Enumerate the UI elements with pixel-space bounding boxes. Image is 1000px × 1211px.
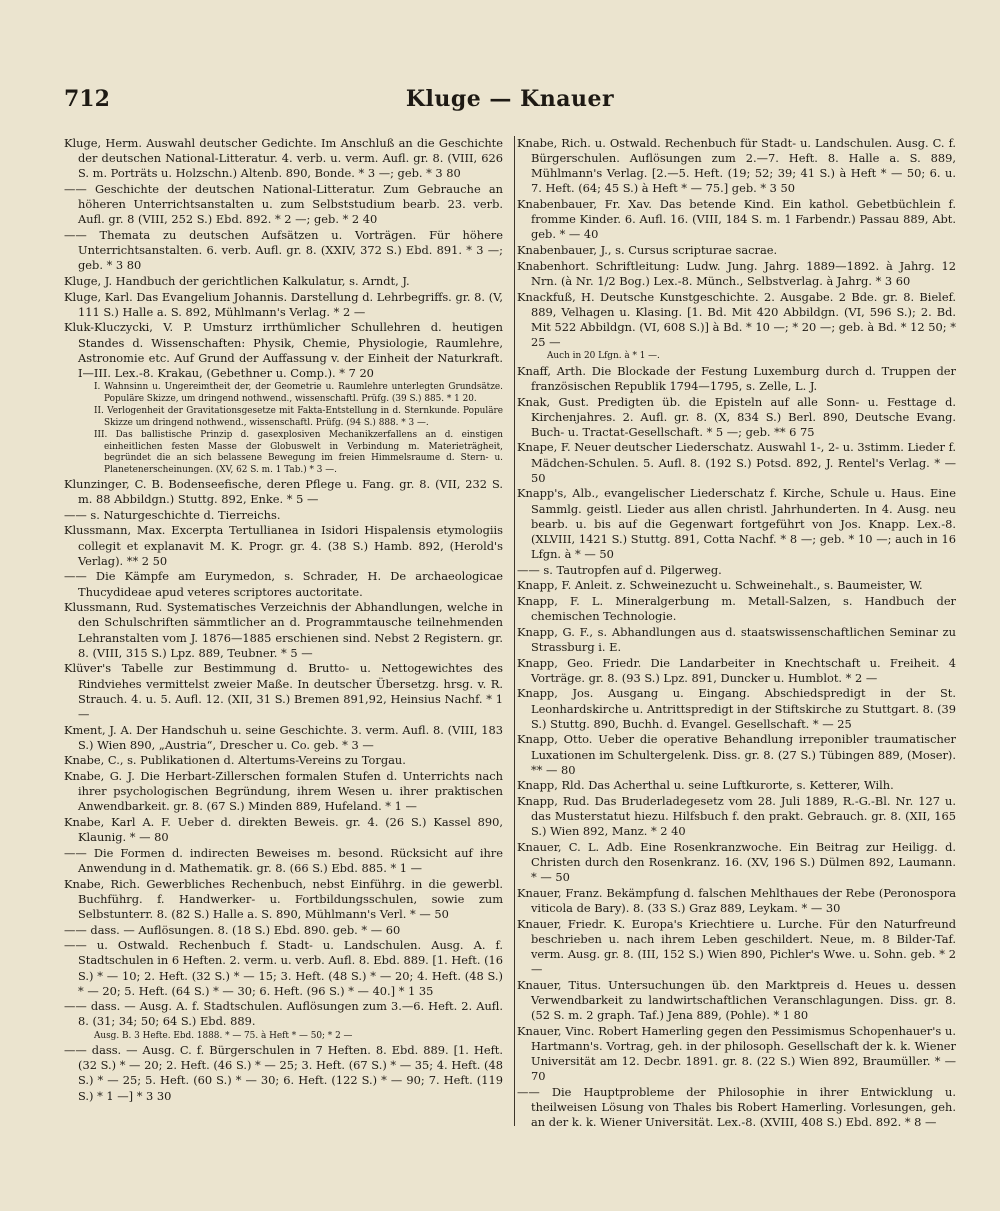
entry: Knapp, Otto. Ueber die operative Behandlung irreponibler traumatischer Luxationen im Schultergelenk. Diss. gr. 8. (27 S.) Tübingen 889, (Moser). ** — 80 <box>517 732 956 777</box>
entry: Knapp's, Alb., evangelischer Liederschatz f. Kirche, Schule u. Haus. Eine Sammlg. geistl. Lieder aus allen christl. Jahrhunderten. In 4. Ausg. neu bearb. u. bis auf die Gegenwart fortgeführt von Jos. Knapp. Lex.-8. (XLVIII, 1421 S.) Stuttg. 891, Cotta Nachf. * 8 —; geb. * 10 —; auch in 16 Lfgn. à * — 50 <box>517 486 956 562</box>
entry: —— Die Kämpfe am Eurymedon, s. Schrader, H. De archaeologicae Thucydideae apud veteres scriptores auctoritate. <box>64 569 503 599</box>
entry: Knabe, Rich. u. Ostwald. Rechenbuch für Stadt- u. Landschulen. Ausg. C. f. Bürgerschulen. Auflösungen zum 2.—7. Heft. 8. Halle a. S. 889, Mühlmann's Verlag. [2.—5. Heft. (19; 52; 39; 41 S.) à Heft * — 50; 6. u. 7. Heft. (64; 45 S.) à Heft * — 75.] geb. * 3 50 <box>517 136 956 196</box>
sub-entry: II. Verlogenheit der Gravitationsgesetze mit Fakta-Entstellung in d. Sternkunde. Populäre Skizze um dringend nothwend., wissenschaftl. Prüfg. (94 S.) 888. * 3 —. <box>94 406 503 428</box>
entry: Kluk-Kluczycki, V. P. Umsturz irrthümlicher Schullehren d. heutigen Standes d. Wissenschaften: Physik, Chemie, Physiologie, Raumlehre, Astronomie etc. Auf Grund der Auffassung v. der Einheit der Naturkraft. I—III. Lex.-8. Krakau, (Gebethner u. Comp.). * 7 20 <box>64 320 503 380</box>
entry: Knabenhort. Schriftleitung: Ludw. Jung. Jahrg. 1889—1892. à Jahrg. 12 Nrn. (à Nr. 1/2 Bog.) Lex.-8. Münch., Selbstverlag. à Jahrg. * 3 60 <box>517 258 956 288</box>
entry: Kluge, J. Handbuch der gerichtlichen Kalkulatur, s. Arndt, J. <box>64 273 410 288</box>
page-number: 712 <box>64 86 110 112</box>
entry: Klussmann, Rud. Systematisches Verzeichnis der Abhandlungen, welche in den Schulschriften sämmtlicher an d. Programmtausche teilnehmenden Lehranstalten vom J. 1876—1885 erschienen sind. Nebst 2 Registern. gr. 8. (VIII, 315 S.) Lpz. 889, Teubner. * 5 — <box>64 600 503 660</box>
entry: Knabe, Karl A. F. Ueber d. direkten Beweis. gr. 4. (26 S.) Kassel 890, Klaunig. * — 80 <box>64 814 503 845</box>
sub-entry: Ausg. B. 3 Hefte. Ebd. 1888. * — 75. à Heft * — 50; * 2 — <box>94 1030 353 1041</box>
entry: Knape, F. Neuer deutscher Liederschatz. Auswahl 1-, 2- u. 3stimm. Lieder f. Mädchen-Schulen. 5. Aufl. 8. (192 S.) Potsd. 892, J. Rentel's Verlag. * — 50 <box>517 440 956 485</box>
entry: —— Die Hauptprobleme der Philosophie in ihrer Entwicklung u. theilweisen Lösung von Thales bis Robert Hamerling. Vorlesungen, geh. an der k. k. Wiener Universität. Lex.-8. (XVIII, 408 S.) Ebd. 892. * 8 — <box>517 1085 956 1130</box>
entry: Knauer, Vinc. Robert Hamerling gegen den Pessimismus Schopenhauer's u. Hartmann's. Vortrag, geh. in der philosoph. Gesellschaft der k. k. Wiener Universität am 12. Decbr. 1891. gr. 8. (22 S.) Wien 892, Braumüller. * — 70 <box>517 1023 956 1084</box>
entry: —— dass. — Auflösungen. 8. (18 S.) Ebd. 890. geb. * — 60 <box>64 922 401 937</box>
entry: Knapp, Geo. Friedr. Die Landarbeiter in Knechtschaft u. Freiheit. 4 Vorträge. gr. 8. (93 S.) Lpz. 891, Duncker u. Humblot. * 2 — <box>517 655 956 685</box>
sub-entry: III. Das ballistische Prinzip d. gasexplosiven Mechanikzerfallens an d. einstigen einheitlichen festen Masse der Globuswelt in Verbindung m. Materieträgheit, begründet die an sich belassene Bewegung im freien Himmelsraume d. Stern- u. Planetenerscheinungen. (XV, 62 S. m. 1 Tab.) * 3 —. <box>94 430 503 475</box>
entry: Knauer, Friedr. K. Europa's Kriechtiere u. Lurche. Für den Naturfreund beschrieben u. nach ihrem Leben geschildert. Neue, m. 8 Bilder-Taf. verm. Ausg. gr. 8. (III, 152 S.) Wien 890, Pichler's Wwe. u. Sohn. geb. * 2 — <box>517 916 956 977</box>
entry: Knapp, F. L. Mineralgerbung m. Metall-Salzen, s. Handbuch der chemischen Technologie. <box>517 594 956 624</box>
entry: Kment, J. A. Der Handschuh u. seine Geschichte. 3. verm. Aufl. 8. (VIII, 183 S.) Wien 890, „Austria“, Drescher u. Co. geb. * 3 — <box>64 722 503 752</box>
entry: Knabenbauer, Fr. Xav. Das betende Kind. Ein kathol. Gebetbüchlein f. fromme Kinder. 6. Aufl. 16. (VIII, 184 S. m. 1 Farbendr.) Passau 889, Abt. geb. * — 40 <box>517 197 956 242</box>
entry: Knak, Gust. Predigten üb. die Episteln auf alle Sonn- u. Festtage d. Kirchenjahres. 2. Aufl. gr. 8. (X, 834 S.) Berl. 890, Deutsche Evang. Buch- u. Tractat-Gesellschaft. * 5 —; geb. ** 6 75 <box>517 394 956 439</box>
entry: Klussmann, Max. Excerpta Tertullianea in Isidori Hispalensis etymologiis collegit et explanavit M. K. Progr. gr. 4. (38 S.) Hamb. 892, (Herold's Verlag). ** 2 50 <box>64 523 503 568</box>
entry: —— s. Tautropfen auf d. Pilgerweg. <box>517 562 722 577</box>
entry: —— Themata zu deutschen Aufsätzen u. Vorträgen. Für höhere Unterrichtsanstalten. 6. verb. Aufl. gr. 8. (XXIV, 372 S.) Ebd. 891. * 3 —; geb. * 3 80 <box>64 227 503 273</box>
entry: —— dass. — Ausg. C. f. Bürgerschulen in 7 Heften. 8. Ebd. 889. [1. Heft. (32 S.) * — 20; 2. Heft. (46 S.) * — 25; 3. Heft. (67 S.) * — 35; 4. Heft. (48 S.) * — 25; 5. Heft. (60 S.) * — 30; 6. Heft. (122 S.) * — 90; 7. Heft. (119 S.) * 1 —] * 3 30 <box>64 1043 503 1103</box>
right-column <box>517 136 956 1131</box>
entry: —— u. Ostwald. Rechenbuch f. Stadt- u. Landschulen. Ausg. A. f. Stadtschulen in 6 Heften. 2. verm. u. verb. Aufl. 8. Ebd. 889. [1. Heft. (16 S.) * — 10; 2. Heft. (32 S.) * — 15; 3. Heft. (48 S.) * — 20; 4. Heft. (48 S.) * — 20; 5. Heft. (64 S.) * — 30; 6. Heft. (96 S.) * — 40.] * 1 35 <box>64 938 504 998</box>
entry: Knapp, Jos. Ausgang u. Eingang. Abschiedspredigt in der St. Leonhardskirche u. Antrittspredigt in der Stiftskirche zu Stuttgart. 8. (39 S.) Stuttg. 890, Buchh. d. Evangel. Gesellschaft. * — 25 <box>517 686 957 731</box>
entry: Knabe, Rich. Gewerbliches Rechenbuch, nebst Einführg. in die gewerbl. Buchführg. f. Handwerker- u. Fortbildungsschulen, sowie zum Selbstunterr. 8. (82 S.) Halle a. S. 890, Mühlmann's Verl. * — 50 <box>64 876 503 921</box>
entry: Knabenbauer, J., s. Cursus scripturae sacrae. <box>517 243 778 258</box>
entry: Knapp, Rud. Das Bruderladegesetz vom 28. Juli 1889, R.-G.-Bl. Nr. 127 u. das Musterstatut hiezu. Hilfsbuch f. den prakt. Gebrauch. gr. 8. (XII, 165 S.) Wien 892, Manz. * 2 40 <box>517 794 956 839</box>
entry: Knackfuß, H. Deutsche Kunstgeschichte. 2. Ausgabe. 2 Bde. gr. 8. Bielef. 889, Velhagen u. Klasing. [1. Bd. Mit 420 Abbildgn. (VI, 596 S.); 2. Bd. Mit 522 Abbildgn. (VI, 608 S.)] à Bd. * 10 —; * 20 —; geb. à Bd. * 12 50; * 25 — <box>517 289 956 350</box>
entry: Knauer, Titus. Untersuchungen üb. den Marktpreis d. Heues u. dessen Verwendbarkeit zu landwirtschaftlichen Veranschlagungen. Diss. gr. 8. (52 S. m. 2 graph. Taf.) Jena 889, (Pohle). * 1 80 <box>517 977 956 1023</box>
page-header <box>64 86 956 122</box>
entry: Knabe, C., s. Publikationen d. Altertums-Vereins zu Torgau. <box>64 753 406 768</box>
entry: —— Geschichte der deutschen National-Litteratur. Zum Gebrauche an höheren Unterrichtsanstalten u. zum Selbststudium bearb. 23. verb. Aufl. gr. 8 (VIII, 252 S.) Ebd. 892. * 2 —; geb. * 2 40 <box>64 181 503 227</box>
entry: Kluge, Karl. Das Evangelium Johannis. Darstellung d. Lehrbegriffs. gr. 8. (V, 111 S.) Halle a. S. 892, Mühlmann's Verlag. * 2 — <box>64 289 503 319</box>
entry: Knapp, F. Anleit. z. Schweinezucht u. Schweinehalt., s. Baumeister, W. <box>517 578 923 593</box>
entry: Klunzinger, C. B. Bodenseefische, deren Pflege u. Fang. gr. 8. (VII, 232 S. m. 88 Abbildgn.) Stuttg. 892, Enke. * 5 — <box>64 477 503 507</box>
entry: —— Die Formen d. indirecten Beweises m. besond. Rücksicht auf ihre Anwendung in d. Mathematik. gr. 8. (66 S.) Ebd. 885. * 1 — <box>64 845 503 875</box>
entry: Knapp, Rld. Das Acherthal u. seine Luftkurorte, s. Ketterer, Wilh. <box>517 778 894 793</box>
entry: Knauer, Franz. Bekämpfung d. falschen Mehlthaues der Rebe (Peronospora viticola de Bary). 8. (33 S.) Graz 889, Leykam. * — 30 <box>517 886 956 916</box>
entry: Knauer, C. L. Adb. Eine Rosenkranzwoche. Ein Beitrag zur Heiligg. d. Christen durch den Rosenkranz. 16. (XV, 196 S.) Dülmen 892, Laumann. * — 50 <box>517 840 956 885</box>
two-column-body <box>64 136 956 1131</box>
entry: Knaff, Arth. Die Blockade der Festung Luxemburg durch d. Truppen der französischen Republik 1794—1795, s. Zelle, L. J. <box>517 363 956 393</box>
left-column <box>64 136 503 1131</box>
column-divider <box>514 136 515 1126</box>
sub-entry: I. Wahnsinn u. Ungereimtheit der, der Geometrie u. Raumlehre unterlegten Grundsätze. Populäre Skizze, um dringend nothwend., wissenschaftl. Prüfg. (39 S.) 885. * 1 20. <box>94 382 503 404</box>
entry: Kluge, Herm. Auswahl deutscher Gedichte. Im Anschluß an die Geschichte der deutschen National-Litteratur. 4. verb. u. verm. Aufl. gr. 8. (VIII, 626 S. m. Porträts u. Holzschn.) Altenb. 890, Bonde. * 3 —; geb. * 3 80 <box>64 136 503 181</box>
running-head: Kluge — Knauer <box>405 86 615 112</box>
sub-entry: Auch in 20 Lfgn. à * 1 —. <box>547 351 660 362</box>
entry: —— s. Naturgeschichte d. Tierreichs. <box>64 507 281 522</box>
entry: Knapp, G. F., s. Abhandlungen aus d. staatswissenschaftlichen Seminar zu Strassburg i. E. <box>517 624 956 654</box>
entry: Knabe, G. J. Die Herbart-Zillerschen formalen Stufen d. Unterrichts nach ihrer psychologischen Begründung, ihrem Wesen u. ihrer praktischen Anwendbarkeit. gr. 8. (67 S.) Minden 889, Hufeland. * 1 — <box>64 768 503 814</box>
entry: —— dass. — Ausg. A. f. Stadtschulen. Auflösungen zum 3.—6. Heft. 2. Aufl. 8. (31; 34; 50; 64 S.) Ebd. 889. <box>64 999 503 1029</box>
entry: Klüver's Tabelle zur Bestimmung d. Brutto- u. Nettogewichtes des Rindviehes vermittelst zweier Maße. In deutscher Übersetzg. hrsg. v. R. Strauch. 4. u. 5. Aufl. 12. (XII, 31 S.) Bremen 891,92, Heinsius Nachf. * 1 — <box>64 661 503 721</box>
